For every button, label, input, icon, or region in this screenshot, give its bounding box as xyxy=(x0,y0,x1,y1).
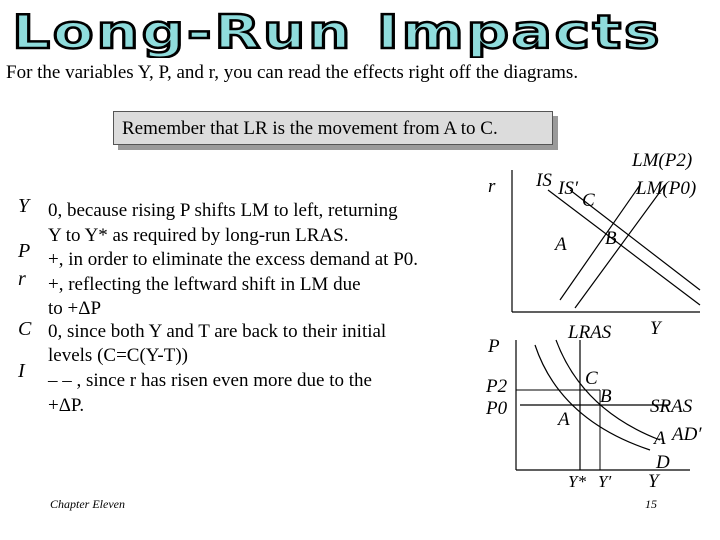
subtitle: For the variables Y, P, and r, you can read the effects right off the diagrams. xyxy=(6,62,579,83)
var-desc-c-line1: 0, since both Y and T are back to their initial xyxy=(48,321,387,342)
lm-p0-label: LM(P0) xyxy=(636,178,697,199)
var-symbol-r: r xyxy=(18,268,26,290)
asad-point-a: A xyxy=(558,409,570,430)
var-desc-r-line1: +, reflecting the leftward shift in LM due xyxy=(48,274,361,295)
footer-chapter: Chapter Eleven xyxy=(50,497,125,511)
var-desc-i-line2: +ΔP. xyxy=(48,395,85,416)
var-desc-y-line1: 0, because rising P shifts LM to left, returning xyxy=(48,200,398,221)
tick-ystar: Y* xyxy=(568,472,586,491)
asad-point-b: B xyxy=(600,386,612,407)
title-text: Long-Run Impacts xyxy=(12,5,662,58)
var-desc-y-line2: Y to Y* as required by long-run LRAS. xyxy=(48,225,349,246)
var-desc-c-line2: levels (C=C(Y-T)) xyxy=(48,345,188,366)
var-desc-r-line2: to +ΔP xyxy=(48,298,102,319)
tick-p0: P0 xyxy=(486,398,508,419)
asad-x-axis-label: Y xyxy=(648,471,659,492)
var-symbol-p: P xyxy=(18,240,31,262)
var-symbol-i: I xyxy=(18,360,25,382)
callout-text: Remember that LR is the movement from A to C. xyxy=(122,118,498,139)
var-symbol-c: C xyxy=(18,318,32,340)
ad-prime-label: AD′ xyxy=(672,424,702,445)
asad-diagram xyxy=(485,318,702,492)
lras-label: LRAS xyxy=(568,322,612,343)
asad-point-a-right: A xyxy=(654,428,666,449)
islm-point-b: B xyxy=(605,228,617,249)
asad-axis-label: P xyxy=(488,336,500,357)
var-symbol-y: Y xyxy=(18,195,30,217)
sras-label: SRAS xyxy=(650,396,693,417)
lm-p2-curve xyxy=(560,185,640,300)
tick-p2: P2 xyxy=(486,376,508,397)
var-desc-p-line1: +, in order to eliminate the excess demand at P0. xyxy=(48,249,419,270)
ad-label-d: D xyxy=(656,452,670,473)
islm-axis-label: r xyxy=(488,176,496,197)
islm-point-a: A xyxy=(555,234,567,255)
lm-p2-label: LM(P2) xyxy=(632,150,693,171)
asad-point-c: C xyxy=(585,368,598,389)
tick-yprime: Y′ xyxy=(598,472,612,491)
asad-top-y-label: Y xyxy=(650,318,661,339)
var-desc-i-line1: – – , since r has risen even more due to the xyxy=(48,370,372,391)
footer-page-number: 15 xyxy=(645,497,657,511)
islm-point-c: C xyxy=(582,190,595,211)
is-label: IS xyxy=(536,170,552,191)
islm-diagram xyxy=(488,150,700,312)
is-prime-label: IS′ xyxy=(558,178,578,199)
